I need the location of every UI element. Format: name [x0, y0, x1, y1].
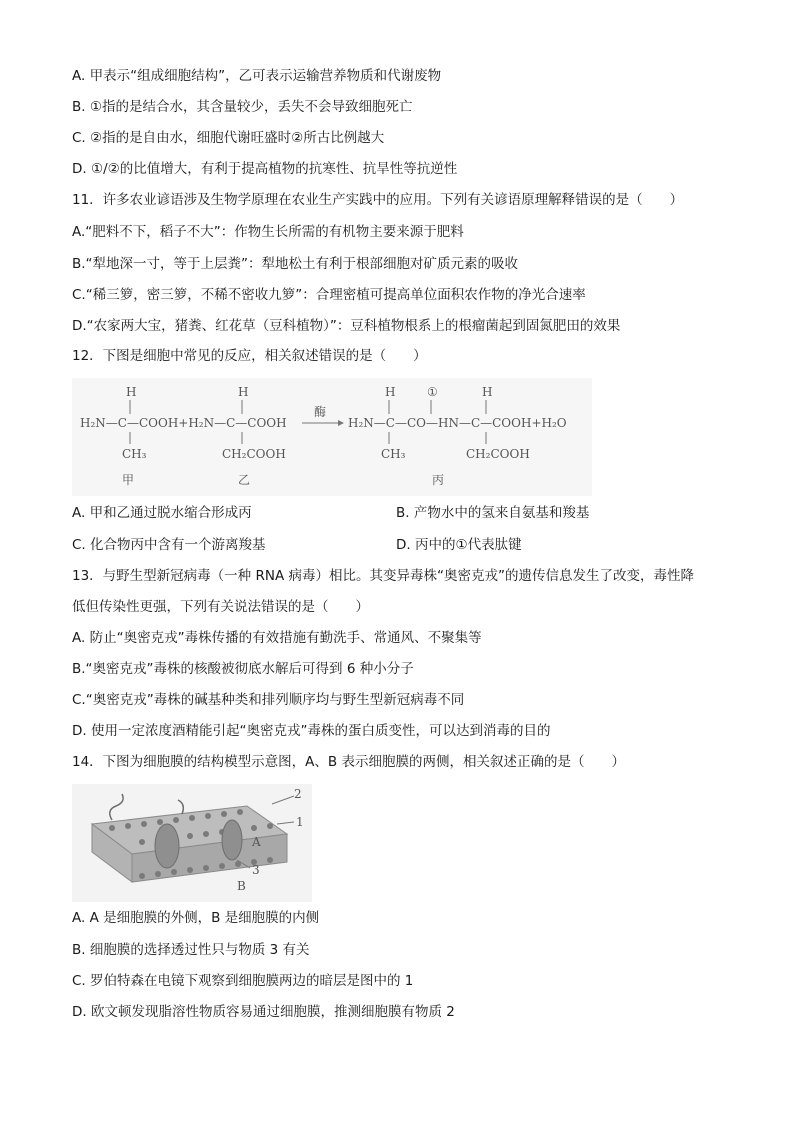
enzyme-label: 酶: [314, 405, 327, 419]
label-bing: 丙: [432, 473, 445, 487]
structure-label-2: 2: [294, 787, 302, 801]
ch2cooh-group-1: CH₂COOH: [222, 447, 286, 461]
cell-membrane-figure: [72, 784, 312, 902]
h-label-3: H: [385, 385, 396, 399]
q10-option-d: D. ①/②的比值增大，有利于提高植物的抗寒性、抗旱性等抗逆性: [72, 161, 458, 177]
q11-option-b: B.“犁地深一寸，等于上层粪”：犁地松土有利于根部细胞对矿质元素的吸收: [72, 256, 519, 272]
q14-stem: 14．下图为细胞膜的结构模型示意图，A、B 表示细胞膜的两侧，相关叙述正确的是（ ）: [72, 754, 625, 770]
h-label-2: H: [238, 385, 249, 399]
q12-option-d: D. 丙中的①代表肽键: [396, 537, 522, 553]
circle-marker-1: ①: [427, 385, 438, 399]
reactant-formula: H₂N—C—COOH+H₂N—C—COOH: [80, 416, 287, 430]
q10-option-b: B. ①指的是结合水，其含量较少，丢失不会导致细胞死亡: [72, 99, 413, 115]
h-label-4: H: [482, 385, 493, 399]
structure-label-3: 3: [252, 863, 260, 877]
q12-option-a: A. 甲和乙通过脱水缩合形成丙: [72, 505, 252, 521]
label-yi: 乙: [238, 473, 251, 487]
side-label-b: B: [237, 879, 246, 893]
ch2cooh-group-2: CH₂COOH: [466, 447, 530, 461]
q14-option-d: D. 欧文顿发现脂溶性物质容易通过细胞膜，推测细胞膜有物质 2: [72, 1004, 455, 1020]
q12-option-c: C. 化合物丙中含有一个游离羧基: [72, 537, 266, 553]
q13-option-c: C.“奥密克戎”毒株的碱基种类和排列顺序均与野生型新冠病毒不同: [72, 692, 465, 708]
label-jia: 甲: [122, 473, 135, 487]
q12-stem: 12．下图是细胞中常见的反应，相关叙述错误的是（ ）: [72, 348, 427, 364]
side-label-a: A: [252, 835, 261, 849]
q13-stem-line2: 低但传染性更强，下列有关说法错误的是（ ）: [72, 599, 369, 615]
q11-option-a: A.“肥料不下，稻子不大”：作物生长所需的有机物主要来源于肥料: [72, 224, 464, 240]
structure-label-1: 1: [296, 815, 304, 829]
q14-option-c: C. 罗伯特森在电镜下观察到细胞膜两边的暗层是图中的 1: [72, 973, 414, 989]
product-formula: H₂N—C—CO—HN—C—COOH+H₂O: [348, 416, 567, 430]
h-label-1: H: [126, 385, 137, 399]
ch3-group-2: CH₃: [381, 447, 406, 461]
dipeptide-reaction-figure: [72, 378, 592, 496]
q11-option-c: C.“稀三箩，密三箩，不稀不密收九箩”：合理密植可提高单位面积农作物的净光合速率: [72, 287, 586, 303]
q11-option-d: D.“农家两大宝，猪粪、红花草（豆科植物）”：豆科植物根系上的根瘤菌起到固氮肥田的效果: [72, 318, 621, 334]
q10-option-a: A. 甲表示“组成细胞结构”，乙可表示运输营养物质和代谢废物: [72, 68, 442, 84]
q13-option-b: B.“奥密克戎”毒株的核酸被彻底水解后可得到 6 种小分子: [72, 661, 414, 677]
ch3-group-1: CH₃: [122, 447, 147, 461]
q12-option-b: B. 产物水中的氢来自氨基和羧基: [396, 505, 590, 521]
q14-option-b: B. 细胞膜的选择透过性只与物质 3 有关: [72, 942, 310, 958]
q13-option-a: A. 防止“奥密克戎”毒株传播的有效措施有勤洗手、常通风、不聚集等: [72, 630, 482, 646]
q11-stem: 11．许多农业谚语涉及生物学原理在农业生产实践中的应用。下列有关谚语原理解释错误的是（ ）: [72, 192, 684, 208]
q14-option-a: A. A 是细胞膜的外侧，B 是细胞膜的内侧: [72, 910, 320, 926]
q13-option-d: D. 使用一定浓度酒精能引起“奥密克戎”毒株的蛋白质变性，可以达到消毒的目的: [72, 723, 551, 739]
q10-option-c: C. ②指的是自由水，细胞代谢旺盛时②所古比例越大: [72, 130, 385, 146]
q13-stem-line1: 13．与野生型新冠病毒（一种 RNA 病毒）相比。其变异毒株“奥密克戎”的遗传信息发生了改变，毒性降: [72, 568, 694, 584]
